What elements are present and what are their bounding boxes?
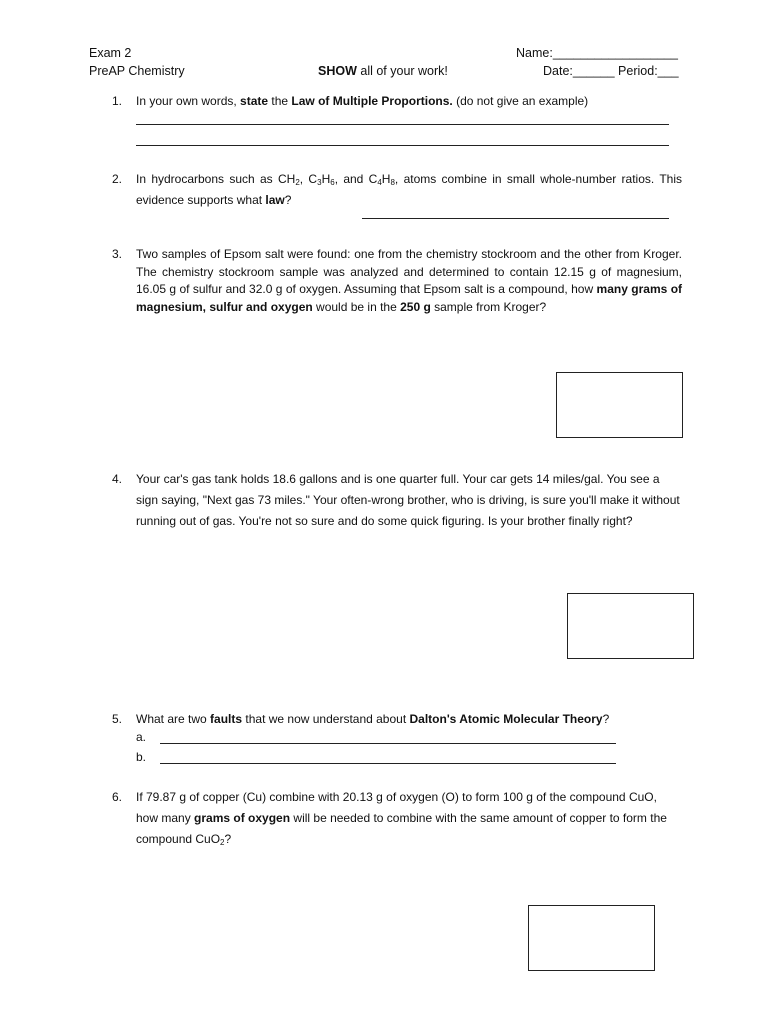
q1-text: In your own words, state the Law of Multiple Proportions. (do not give an example) xyxy=(136,94,589,108)
q5-item-a-line[interactable] xyxy=(160,743,616,744)
date-period-field[interactable]: Date:______ Period:___ xyxy=(543,64,679,78)
q4-answer-box[interactable] xyxy=(567,593,694,659)
q5-item-b-line[interactable] xyxy=(160,763,616,764)
show-work-instruction xyxy=(318,64,448,78)
q2-text: In hydrocarbons such as $CH_2$, $C_3H_6$, and $C_4H_8$, atoms combine in small whole-number ratios. This evidence supports what law? xyxy=(136,172,682,207)
q3-number: 3. xyxy=(112,247,123,261)
name-field[interactable]: Name:__________________ xyxy=(516,46,678,60)
q2-answer-line[interactable] xyxy=(362,218,669,219)
q6-number: 6. xyxy=(112,790,123,804)
q3-answer-box[interactable] xyxy=(556,372,683,438)
show-bold: SHOW xyxy=(318,64,357,78)
q5-text: What are two faults that we now understand about Dalton's Atomic Molecular Theory? xyxy=(136,712,610,726)
q6-text: If 79.87 g of copper (Cu) combine with 20.13 g of oxygen (O) to form 100 g of the compound CuO, how many grams of oxygen will be needed to combine with the same amount of copper to form the compound CuO$_2$? xyxy=(136,790,667,847)
q3-text: Two samples of Epsom salt were found: one from the chemistry stockroom and the other from Kroger. The chemistry stockroom sample was analyzed and determined to contain 12.15 g of magnesium, 16.05 g of sulfur and 32.0 g of oxygen. Assuming that Epsom salt is a compound, how many grams of magnesium, sulfur and oxygen would be in the 250 g sample from Kroger? xyxy=(136,247,683,314)
exam-title: Exam 2 xyxy=(89,46,132,60)
q5-item-a-label: a. xyxy=(136,730,147,744)
q1-answer-line-2[interactable] xyxy=(136,145,669,146)
show-rest: all of your work! xyxy=(356,64,448,78)
q5-number: 5. xyxy=(112,712,123,726)
q1-number: 1. xyxy=(112,94,123,108)
q6-answer-box[interactable] xyxy=(528,905,655,971)
course-title: PreAP Chemistry xyxy=(89,64,185,78)
q4-text: Your car's gas tank holds 18.6 gallons and is one quarter full. Your car gets 14 miles/gal. You see a sign saying, "Next gas 73 miles." Your often-wrong brother, who is driving, is sure you'll make it without running out of gas. You're not so sure and do some quick figuring. Is your brother finally right? xyxy=(136,472,680,528)
q4-number: 4. xyxy=(112,472,123,486)
q5-item-b-label: b. xyxy=(136,750,147,764)
q1-answer-line-1[interactable] xyxy=(136,124,669,125)
q2-number: 2. xyxy=(112,172,123,186)
